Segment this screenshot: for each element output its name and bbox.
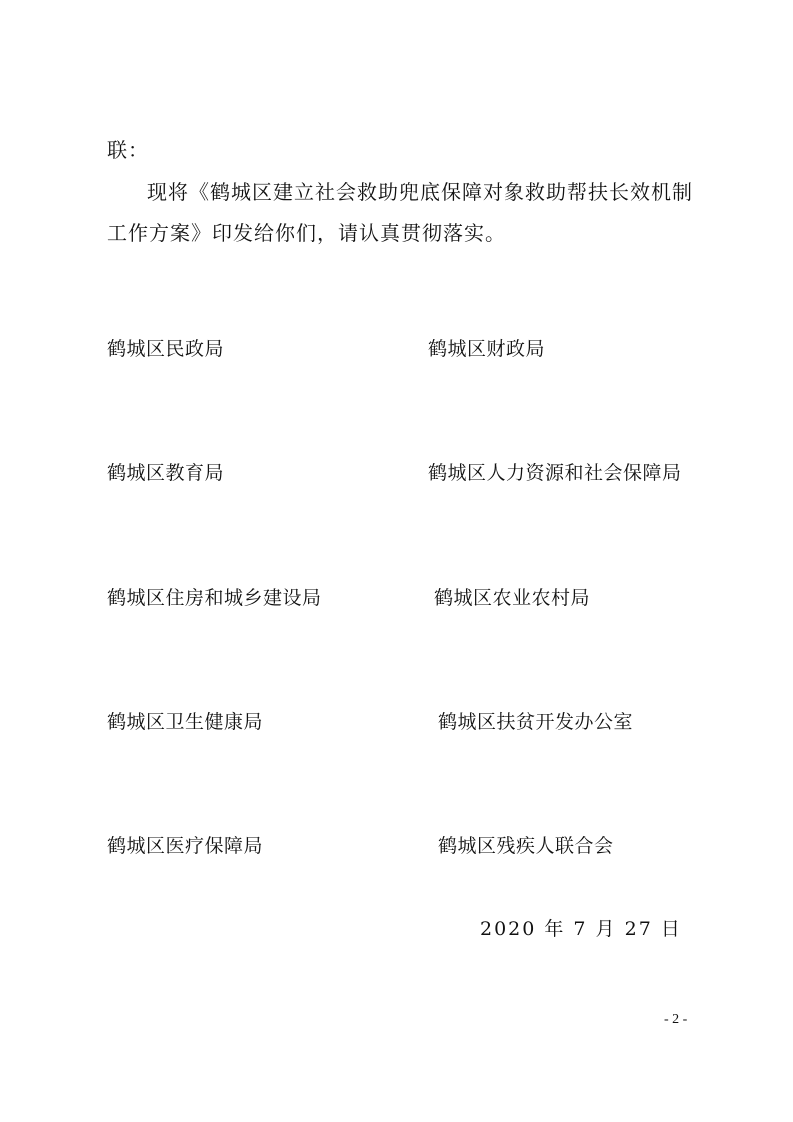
paragraph-line-2: 工作方案》印发给你们，请认真贯彻落实。: [107, 221, 506, 245]
signatory-left-5: 鹤城区医疗保障局: [107, 835, 264, 857]
signatory-left-4: 鹤城区卫生健康局: [107, 711, 264, 733]
signatory-right-5: 鹤城区残疾人联合会: [438, 835, 614, 857]
page-number: - 2 -: [664, 1012, 688, 1027]
signatory-right-4: 鹤城区扶贫开发办公室: [438, 711, 634, 733]
signatory-left-2: 鹤城区教育局: [107, 462, 225, 484]
document-date: 2020 年 7 月 27 日: [480, 918, 682, 940]
signatory-right-1: 鹤城区财政局: [428, 338, 546, 360]
signatory-left-3: 鹤城区住房和城乡建设局: [107, 587, 322, 609]
signatory-left-1: 鹤城区民政局: [107, 338, 225, 360]
opening-line: 联：: [107, 138, 149, 162]
paragraph-line-1: 现将《鹤城区建立社会救助兜底保障对象救助帮扶长效机制: [147, 180, 693, 204]
signatory-right-3: 鹤城区农业农村局: [434, 587, 591, 609]
signatory-right-2: 鹤城区人力资源和社会保障局: [428, 462, 682, 484]
